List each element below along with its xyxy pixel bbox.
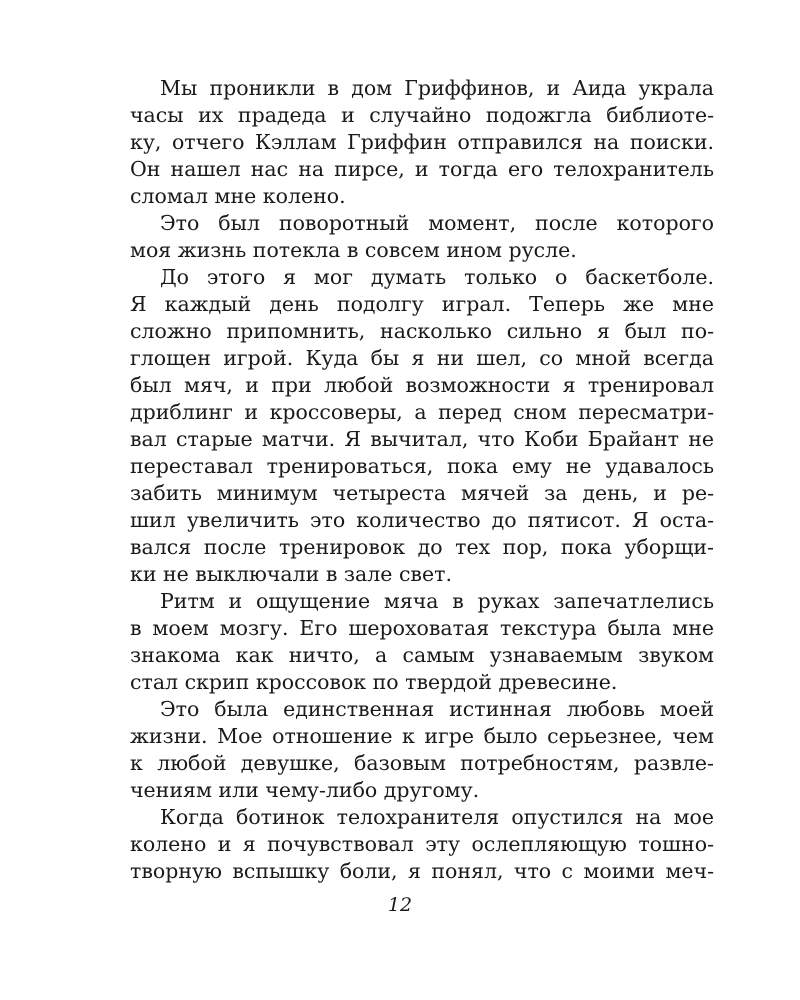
text-line: сложно припомнить, насколько сильно я был по- — [130, 319, 714, 343]
text-line: стал скрип кроссовок по твердой древесине. — [130, 670, 618, 694]
text-line: часы их прадеда и случайно подожгла библиоте- — [130, 103, 714, 127]
text-line: Я каждый день подолгу играл. Теперь же мне — [130, 292, 714, 316]
text-line: колено и я почувствовал эту ослепляющую тошно- — [130, 832, 714, 856]
text-line: Мы проникли в дом Гриффинов, и Аида украла — [160, 76, 714, 100]
text-line: чениям или чему-либо другому. — [130, 778, 480, 802]
text-line: сломал мне колено. — [130, 184, 346, 208]
text-line: ки не выключали в зале свет. — [130, 562, 452, 586]
text-line: жизни. Мое отношение к игре было серьезнее, чем — [130, 724, 714, 748]
text-line: ку, отчего Кэллам Гриффин отправился на поиски. — [130, 130, 714, 154]
text-line: забить минимум четыреста мячей за день, и ре- — [130, 481, 714, 505]
text-line: вал старые матчи. Я вычитал, что Коби Брайант не — [130, 427, 714, 451]
text-line: Когда ботинок телохранителя опустился на мое — [160, 805, 714, 829]
text-line: До этого я мог думать только о баскетболе. — [160, 265, 714, 289]
text-line: знакома как ничто, а самым узнаваемым звуком — [130, 643, 714, 667]
text-line: Он нашел нас на пирсе, и тогда его телохранитель — [130, 157, 714, 181]
text-line: моя жизнь потекла в совсем ином русле. — [130, 238, 577, 262]
text-line: Это был поворотный момент, после которого — [160, 211, 714, 235]
text-line: дриблинг и кроссоверы, а перед сном пересматри- — [130, 400, 714, 424]
text-line: к любой девушке, базовым потребностям, развле- — [130, 751, 714, 775]
text-line: Это была единственная истинная любовь моей — [160, 697, 714, 721]
text-line: шил увеличить это количество до пятисот. Я оста- — [130, 508, 714, 532]
page-number: 12 — [387, 894, 413, 916]
text-line: глощен игрой. Куда бы я ни шел, со мной всегда — [130, 346, 714, 370]
text-line: переставал тренироваться, пока ему не удавалось — [130, 454, 714, 478]
text-line: Ритм и ощущение мяча в руках запечатлелись — [160, 589, 714, 613]
text-line: был мяч, и при любой возможности я тренировал — [130, 373, 714, 397]
text-line: творную вспышку боли, я понял, что с моими меч- — [130, 859, 714, 883]
text-line: в моем мозгу. Его шероховатая текстура была мне — [130, 616, 714, 640]
body-text — [130, 75, 714, 885]
text-line: вался после тренировок до тех пор, пока уборщи- — [130, 535, 714, 559]
